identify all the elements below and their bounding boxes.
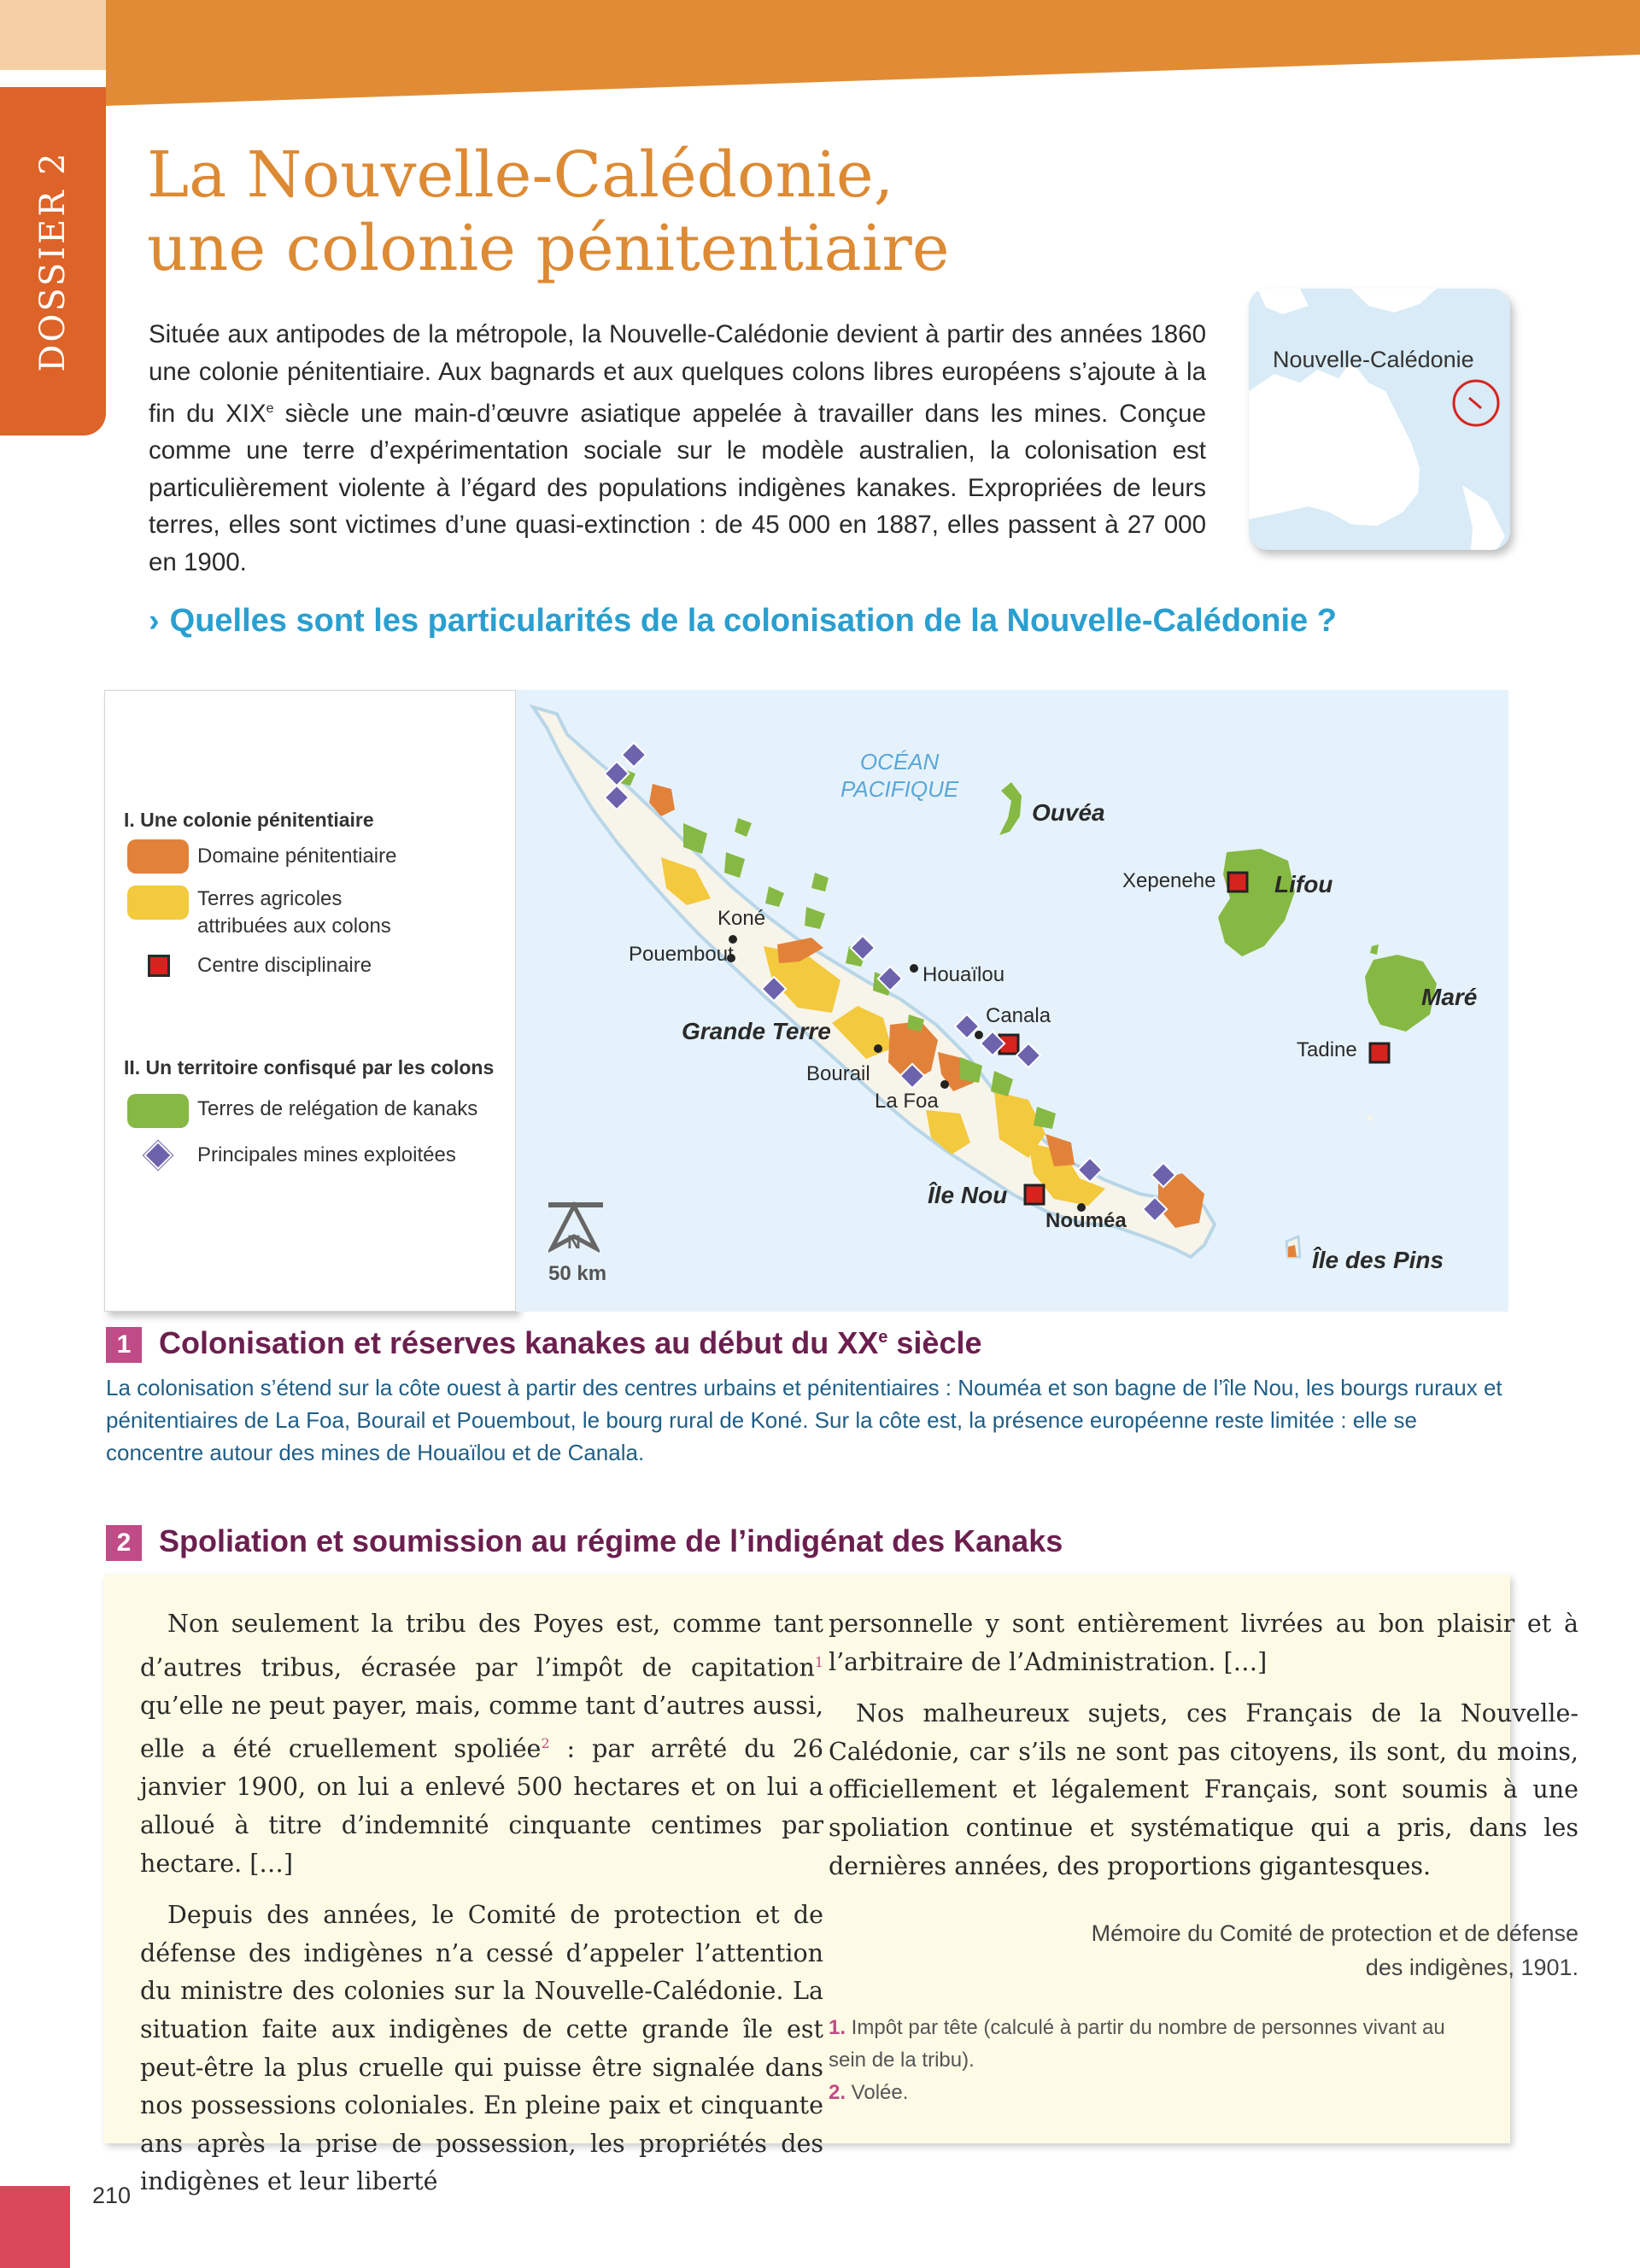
place-xepenehe: Xepenehe xyxy=(1122,869,1216,892)
legend-swatch-penitentiary xyxy=(127,839,189,874)
place-tadine: Tadine xyxy=(1297,1038,1357,1061)
section2-title: Spoliation et soumission au régime de l’indigénat des Kanaks xyxy=(159,1523,1063,1558)
question-text: Quelles sont les particularités de la colonisation de la Nouvelle-Calédonie ? xyxy=(169,603,1337,639)
page-number: 210 xyxy=(92,2183,132,2208)
svg-text:N: N xyxy=(567,1231,581,1253)
legend-swatch-agricultural xyxy=(127,886,189,920)
place-houailou: Houaïlou xyxy=(922,963,1005,986)
intro-text-1: Située aux antipodes de la métropole, la Nouvelle-Calédonie devient à partir des années 1860 une colonie pénitentiaire. Aux bagnards et aux quelques colons libres européens s’ajoute à la fin du XIX xyxy=(149,320,1206,428)
document-footnotes xyxy=(829,2012,1478,2109)
intro-text-2: siècle une main-d’œuvre asiatique appelée à travailler dans les mines. Conçue comme une terre d’expérimentation sociale sur le modèle australien, la colonisation est particulièrement violente à l’égard des populations indigènes kanakes. Expropriées de leurs terres, elles sont victimes d’une quasi-extinction : de 45 000 en 1887, elles passent à 27 000 en 1900. xyxy=(149,399,1206,576)
place-lifou: Lifou xyxy=(1274,871,1333,897)
doc-paragraph-4: Nos malheureux sujets, ces Français de la Nouvelle-Calédonie, car s’ils ne sont pas citoyens, ils sont, du moins, officiellement et légalement Français, sont soumis à une spoliation continue et systématique qui a pris, dans les dernières années, des proportions gigantesques. xyxy=(829,1699,1578,1880)
footnote-1: 1. Impôt par tête (calculé à partir du nombre de personnes vivant au sein de la tribu). xyxy=(829,2016,1445,2072)
header-banner xyxy=(106,0,1640,106)
inset-locator-map xyxy=(1249,289,1510,550)
source-document-box xyxy=(104,1575,1578,2196)
document-source: Mémoire du Comité de protection et de défense des indigènes, 1901. xyxy=(1091,1920,1578,1980)
place-grande-terre: Grande Terre xyxy=(682,1018,831,1044)
place-kone: Koné xyxy=(718,907,766,930)
doc-paragraph-1: Non seulement la tribu des Poyes est, comme tant d’autres tribus, écrasée par l’impôt de capitation$^1$ qu’elle ne peut payer, mais, comme tant d’autres aussi, elle a été cruellement spoliée$^2$ : par arrêté du 26 janvier 1900, on lui a enlevé 500 hectares et on lui a alloué à titre d’indemnité cinquante centimes par hectare. […] xyxy=(140,1610,823,1878)
page-title-line1: La Nouvelle-Calédonie, xyxy=(147,138,894,212)
legend-discipline-square-icon xyxy=(148,955,170,977)
doc-paragraph-2: Depuis des années, le Comité de protection et de défense des indigènes n’a cessé d’appeler l’attention du ministre des colonies sur la Nouvelle-Calédonie. La situation faite aux indigènes de cette grande île est peut-être la plus cruelle qui puisse être signalée dans nos possessions coloniales. En pleine paix et cinquante ans après la prise de possession, les propriétés des indigènes et leur liberté xyxy=(140,1901,823,2196)
map-legend xyxy=(104,690,516,1312)
page-title-line2: une colonie pénitentiaire xyxy=(147,212,950,285)
legend-label-relegation: Terres de relégation de kanaks xyxy=(197,1097,478,1120)
place-noumea: Nouméa xyxy=(1046,1209,1127,1232)
header-corner-block xyxy=(0,0,106,70)
doc-paragraph-3: personnelle y sont entièrement livrées au bon plaisir et à l’arbitraire de l’Administration. […] xyxy=(829,1610,1578,1676)
intro-sup: e xyxy=(266,401,274,416)
document-column-left xyxy=(140,1605,823,2215)
legend-section2-title: II. Un territoire confisqué par les colons xyxy=(124,1056,495,1078)
ocean-label: OCÉAN PACIFIQUE xyxy=(840,749,959,802)
place-canala: Canala xyxy=(986,1004,1051,1027)
document-column-right xyxy=(829,1605,1578,1899)
legend-mine-diamond-icon xyxy=(144,1141,173,1170)
scale-label: 50 km xyxy=(548,1262,607,1285)
legend-label-agricultural: Terres agricoles attribuées aux colons xyxy=(197,887,391,938)
page-number-bar xyxy=(0,2186,70,2268)
legend-section1-title: I. Une colonie pénitentiaire xyxy=(124,809,374,831)
place-mare: Maré xyxy=(1421,984,1478,1010)
place-la-foa: La Foa xyxy=(875,1090,939,1113)
intro-paragraph xyxy=(149,316,1206,581)
page-title xyxy=(147,138,1215,285)
place-ile-des-pins: Île des Pins xyxy=(1312,1247,1444,1273)
legend-swatch-relegation xyxy=(127,1094,189,1128)
problem-question xyxy=(149,603,1337,640)
place-pouembout: Pouembout xyxy=(629,943,734,966)
place-bourail: Bourail xyxy=(806,1062,870,1085)
chevron-right-icon: › xyxy=(149,603,160,639)
section1-number: 1 xyxy=(106,1327,142,1363)
new-caledonia-map xyxy=(516,690,1508,1312)
section1-caption: La colonisation s’étend sur la côte ouest à partir des centres urbains et pénitentiaires : Nouméa et son bagne de l’île Nou, les bourgs ruraux et pénitentiaires de La Foa, Bourail et Pouembout, le bourg rural de Koné. Sur la côte est, la présence européenne reste limitée : elle se concentre autour des mines de Houaïlou et de Canala. xyxy=(106,1375,1502,1465)
legend-label-discipline: Centre disciplinaire xyxy=(197,954,372,977)
map-drawing xyxy=(516,690,1508,1312)
section1-title: Colonisation et réserves kanakes au début du XXe siècle xyxy=(159,1325,982,1360)
footnote-2: 2. Volée. xyxy=(829,2081,909,2104)
dossier-label: DOSSIER 2 xyxy=(33,150,73,372)
dossier-tab xyxy=(0,87,106,435)
legend-label-mines: Principales mines exploitées xyxy=(197,1143,456,1166)
inset-label: Nouvelle-Calédonie xyxy=(1273,347,1474,372)
legend-label-penitentiary: Domaine pénitentiaire xyxy=(197,845,397,868)
section2-number: 2 xyxy=(106,1525,142,1561)
place-ile-nou: Île Nou xyxy=(928,1182,1008,1208)
place-ouvea: Ouvéa xyxy=(1032,799,1105,826)
